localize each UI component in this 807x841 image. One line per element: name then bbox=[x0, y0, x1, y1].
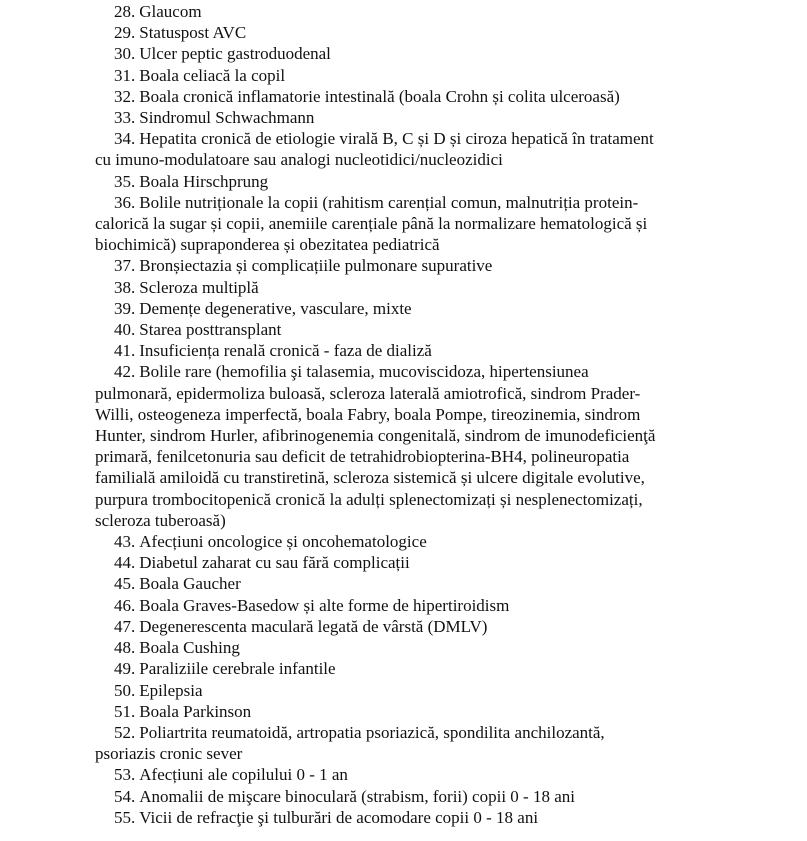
list-item bbox=[95, 298, 795, 319]
list-item-number: 53. bbox=[114, 765, 136, 785]
list-item-first-line bbox=[95, 722, 795, 743]
list-item-text: Diabetul zaharat cu sau fără complicații bbox=[139, 553, 410, 573]
list-item-text: cu imuno-modulatoare sau analogi nucleotidici/nucleozidici bbox=[95, 150, 503, 170]
list-item-first-line bbox=[95, 616, 795, 637]
list-item bbox=[95, 764, 795, 785]
list-item bbox=[95, 573, 795, 594]
list-item-text: Boala Gaucher bbox=[139, 574, 241, 594]
list-item-text: Afecțiuni oncologice și oncohematologice bbox=[139, 532, 427, 552]
list-item-continuation-line bbox=[95, 404, 795, 425]
list-item bbox=[95, 171, 795, 192]
list-item bbox=[95, 340, 795, 361]
list-item-first-line bbox=[95, 43, 795, 64]
list-item-first-line bbox=[95, 86, 795, 107]
list-item-text: Anomalii de mişcare binoculară (strabism, forii) copii 0 - 18 ani bbox=[139, 786, 575, 806]
list-item-first-line bbox=[95, 573, 795, 594]
list-item-text: Bolile nutriționale la copii (rahitism carențial comun, malnutriția protein- bbox=[139, 192, 639, 212]
list-item-first-line bbox=[95, 107, 795, 128]
list-item-text: Ulcer peptic gastroduodenal bbox=[139, 44, 331, 64]
list-item-continuation-line bbox=[95, 489, 795, 510]
list-item-first-line bbox=[95, 340, 795, 361]
list-item-number: 54. bbox=[114, 786, 136, 806]
list-item-continuation-line bbox=[95, 446, 795, 467]
list-item-text: Hunter, sindrom Hurler, afibrinogenemia congenitală, sindrom de imunodeficienţă bbox=[95, 426, 656, 446]
list-item-number: 46. bbox=[114, 595, 136, 615]
list-item-text: Boala Hirschprung bbox=[139, 171, 269, 191]
list-item-text: Scleroza multiplă bbox=[139, 277, 259, 297]
list-item bbox=[95, 192, 795, 256]
list-item-first-line bbox=[95, 128, 795, 149]
list-item-text: pulmonară, epidermoliza buloasă, scleroza laterală amiotrofică, sindrom Prader- bbox=[95, 383, 641, 403]
list-item-number: 49. bbox=[114, 659, 136, 679]
list-item-text: scleroza tuberoasă) bbox=[95, 510, 226, 530]
list-item-text: Statuspost AVC bbox=[139, 23, 247, 43]
list-item-first-line bbox=[95, 65, 795, 86]
list-item-number: 29. bbox=[114, 23, 136, 43]
list-item-text: Hepatita cronică de etiologie virală B, C și D și ciroza hepatică în tratament bbox=[139, 129, 654, 149]
list-item-number: 44. bbox=[114, 553, 136, 573]
list-item-first-line bbox=[95, 1, 795, 22]
list-item bbox=[95, 595, 795, 616]
list-item-text: familială amiloidă cu transtiretină, scleroza sistemică și ulcere digitale evolutive, bbox=[95, 468, 645, 488]
list-item-continuation-line bbox=[95, 383, 795, 404]
list-item-number: 52. bbox=[114, 722, 136, 742]
list-item bbox=[95, 107, 795, 128]
list-item-continuation-line bbox=[95, 149, 795, 170]
list-item-text: Glaucom bbox=[139, 2, 202, 21]
list-item bbox=[95, 680, 795, 701]
list-item-first-line bbox=[95, 255, 795, 276]
list-item-number: 38. bbox=[114, 277, 136, 297]
list-item-first-line bbox=[95, 680, 795, 701]
list-item-text: Insuficiența renală cronică - faza de dializă bbox=[139, 341, 432, 361]
list-item bbox=[95, 22, 795, 43]
list-item bbox=[95, 277, 795, 298]
list-item-number: 43. bbox=[114, 532, 136, 552]
list-item bbox=[95, 531, 795, 552]
list-item-continuation-line bbox=[95, 213, 795, 234]
list-item bbox=[95, 701, 795, 722]
list-item-first-line bbox=[95, 595, 795, 616]
list-item-first-line bbox=[95, 171, 795, 192]
list-item-number: 55. bbox=[114, 807, 136, 827]
list-item bbox=[95, 552, 795, 573]
list-item-text: Epilepsia bbox=[139, 680, 203, 700]
list-item-text: Boala Graves-Basedow și alte forme de hipertiroidism bbox=[139, 595, 510, 615]
list-item-continuation-line bbox=[95, 510, 795, 531]
list-item-text: Boala Cushing bbox=[139, 638, 240, 658]
list-item-text: primară, fenilcetonuria sau deficit de tetrahidrobiopterina-BH4, polineuropatia bbox=[95, 447, 630, 467]
list-item-text: Boala Parkinson bbox=[139, 701, 252, 721]
list-item-number: 34. bbox=[114, 129, 136, 149]
list-item-text: purpura trombocitopenică cronică la adulți splenectomizați și nesplenectomizați, bbox=[95, 489, 643, 509]
list-item bbox=[95, 1, 795, 22]
list-item-text: Bronșiectazia și complicațiile pulmonare supurative bbox=[139, 256, 493, 276]
list-item bbox=[95, 786, 795, 807]
document-body bbox=[95, 1, 795, 828]
list-item-text: Boala cronică inflamatorie intestinală (boala Crohn și colita ulceroasă) bbox=[139, 86, 620, 106]
list-item-text: Boala celiacă la copil bbox=[139, 65, 286, 85]
list-item-first-line bbox=[95, 786, 795, 807]
list-item-number: 48. bbox=[114, 638, 136, 658]
list-item-text: Afecțiuni ale copilului 0 - 1 an bbox=[139, 765, 348, 785]
list-item-number: 41. bbox=[114, 341, 136, 361]
list-item-number: 33. bbox=[114, 108, 136, 128]
list-item bbox=[95, 255, 795, 276]
list-item-first-line bbox=[95, 552, 795, 573]
list-item-first-line bbox=[95, 807, 795, 828]
list-item-continuation-line bbox=[95, 234, 795, 255]
list-item-first-line bbox=[95, 658, 795, 679]
list-item bbox=[95, 361, 795, 531]
list-item-continuation-line bbox=[95, 425, 795, 446]
list-item-number: 37. bbox=[114, 256, 136, 276]
list-item-number: 45. bbox=[114, 574, 136, 594]
list-item-number: 31. bbox=[114, 65, 136, 85]
list-item-text: Willi, osteogeneza imperfectă, boala Fabry, boala Pompe, tireozinemia, sindrom bbox=[95, 404, 641, 424]
list-item-first-line bbox=[95, 22, 795, 43]
list-item-first-line bbox=[95, 701, 795, 722]
list-item-first-line bbox=[95, 192, 795, 213]
list-item-number: 28. bbox=[114, 2, 136, 21]
list-item-text: Starea posttransplant bbox=[139, 320, 282, 340]
list-item-first-line bbox=[95, 531, 795, 552]
list-item-text: Vicii de refracţie şi tulburări de acomodare copii 0 - 18 ani bbox=[139, 807, 539, 827]
list-item-text: Degenerescenta maculară legată de vârstă (DMLV) bbox=[139, 616, 488, 636]
list-item-text: Poliartrita reumatoidă, artropatia psoriazică, spondilita anchilozantă, bbox=[139, 722, 605, 742]
list-item-text: Bolile rare (hemofilia şi talasemia, mucoviscidoza, hipertensiunea bbox=[139, 362, 589, 382]
list-item-number: 36. bbox=[114, 192, 136, 212]
list-item-first-line bbox=[95, 298, 795, 319]
list-item-number: 35. bbox=[114, 171, 136, 191]
list-item-number: 51. bbox=[114, 701, 136, 721]
list-item-number: 47. bbox=[114, 616, 136, 636]
list-item-continuation-line bbox=[95, 467, 795, 488]
list-item bbox=[95, 616, 795, 637]
list-item-text: calorică la sugar și copii, anemiile carențiale până la normalizare hematologică și bbox=[95, 214, 648, 234]
list-item-number: 40. bbox=[114, 320, 136, 340]
list-item-text: psoriazis cronic sever bbox=[95, 744, 243, 764]
list-item-first-line bbox=[95, 319, 795, 340]
list-item-first-line bbox=[95, 361, 795, 382]
list-item bbox=[95, 319, 795, 340]
list-item-number: 39. bbox=[114, 298, 136, 318]
list-item-number: 30. bbox=[114, 44, 136, 64]
list-item bbox=[95, 43, 795, 64]
list-item-text: Paraliziile cerebrale infantile bbox=[139, 659, 336, 679]
list-item-text: biochimică) supraponderea și obezitatea pediatrică bbox=[95, 235, 440, 255]
list-item-text: Sindromul Schwachmann bbox=[139, 108, 315, 128]
list-item bbox=[95, 637, 795, 658]
list-item-first-line bbox=[95, 277, 795, 298]
list-item-number: 32. bbox=[114, 86, 136, 106]
list-item bbox=[95, 128, 795, 170]
list-item-number: 50. bbox=[114, 680, 136, 700]
list-item bbox=[95, 658, 795, 679]
list-item-number: 42. bbox=[114, 362, 136, 382]
list-item-first-line bbox=[95, 637, 795, 658]
list-item bbox=[95, 807, 795, 828]
list-item-first-line bbox=[95, 764, 795, 785]
list-item-text: Demențe degenerative, vasculare, mixte bbox=[139, 298, 412, 318]
list-item bbox=[95, 722, 795, 764]
list-item bbox=[95, 86, 795, 107]
list-item bbox=[95, 65, 795, 86]
list-item-continuation-line bbox=[95, 743, 795, 764]
